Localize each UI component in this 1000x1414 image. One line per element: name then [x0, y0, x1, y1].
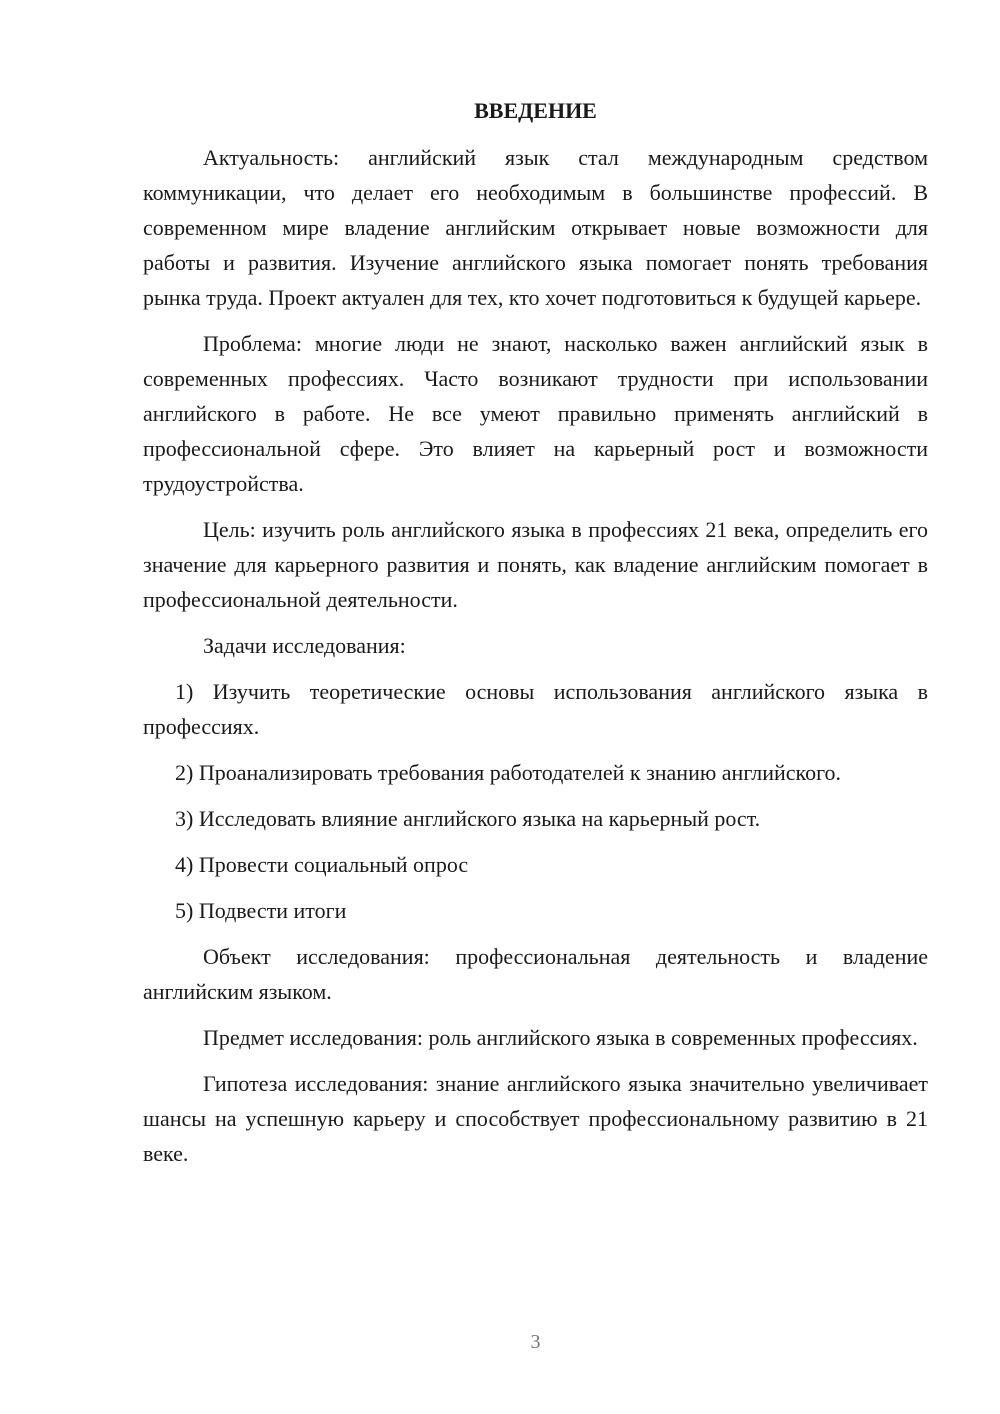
task-item: 3) Исследовать влияние английского языка на карьерный рост. [175, 806, 761, 831]
task-item: 4) Провести социальный опрос [175, 852, 469, 877]
document-page [143, 96, 928, 1182]
problem-paragraph: Проблема: многие люди не знают, насколько важен английский язык в современных профессиях. Часто возникают трудности при использовании английского в работе. Не все умеют правильно применять английский в профессиональной сфере. Это влияет на карьерный рост и возможности трудоустройства. [143, 331, 928, 496]
tasks-heading: Задачи исследования: [203, 633, 406, 658]
task-item: 1) Изучить теоретические основы использования английского языка в профессиях. [143, 679, 928, 739]
task-item: 2) Проанализировать требования работодателей к знанию английского. [175, 760, 842, 785]
task-item: 5) Подвести итоги [175, 898, 347, 923]
goal-paragraph: Цель: изучить роль английского языка в профессиях 21 века, определить его значение для карьерного развития и понять, как владение английским помогает в профессиональной деятельности. [143, 517, 928, 612]
page-number: 3 [530, 1331, 541, 1353]
section-title: ВВЕДЕНИЕ [474, 98, 597, 123]
object-paragraph: Объект исследования: профессиональная деятельность и владение английским языком. [143, 944, 928, 1004]
hypothesis-paragraph: Гипотеза исследования: знание английского языка значительно увеличивает шансы на успешную карьеру и способствует профессиональному развитию в 21 веке. [143, 1071, 928, 1166]
subject-paragraph: Предмет исследования: роль английского языка в современных профессиях. [203, 1025, 918, 1050]
relevance-paragraph: Актуальность: английский язык стал международным средством коммуникации, что делает его необходимым в большинстве профессий. В современном мире владение английским открывает новые возможности для работы и развития. Изучение английского языка помогает понять требования рынка труда. Проект актуален для тех, кто хочет подготовиться к будущей карьере. [143, 145, 928, 310]
